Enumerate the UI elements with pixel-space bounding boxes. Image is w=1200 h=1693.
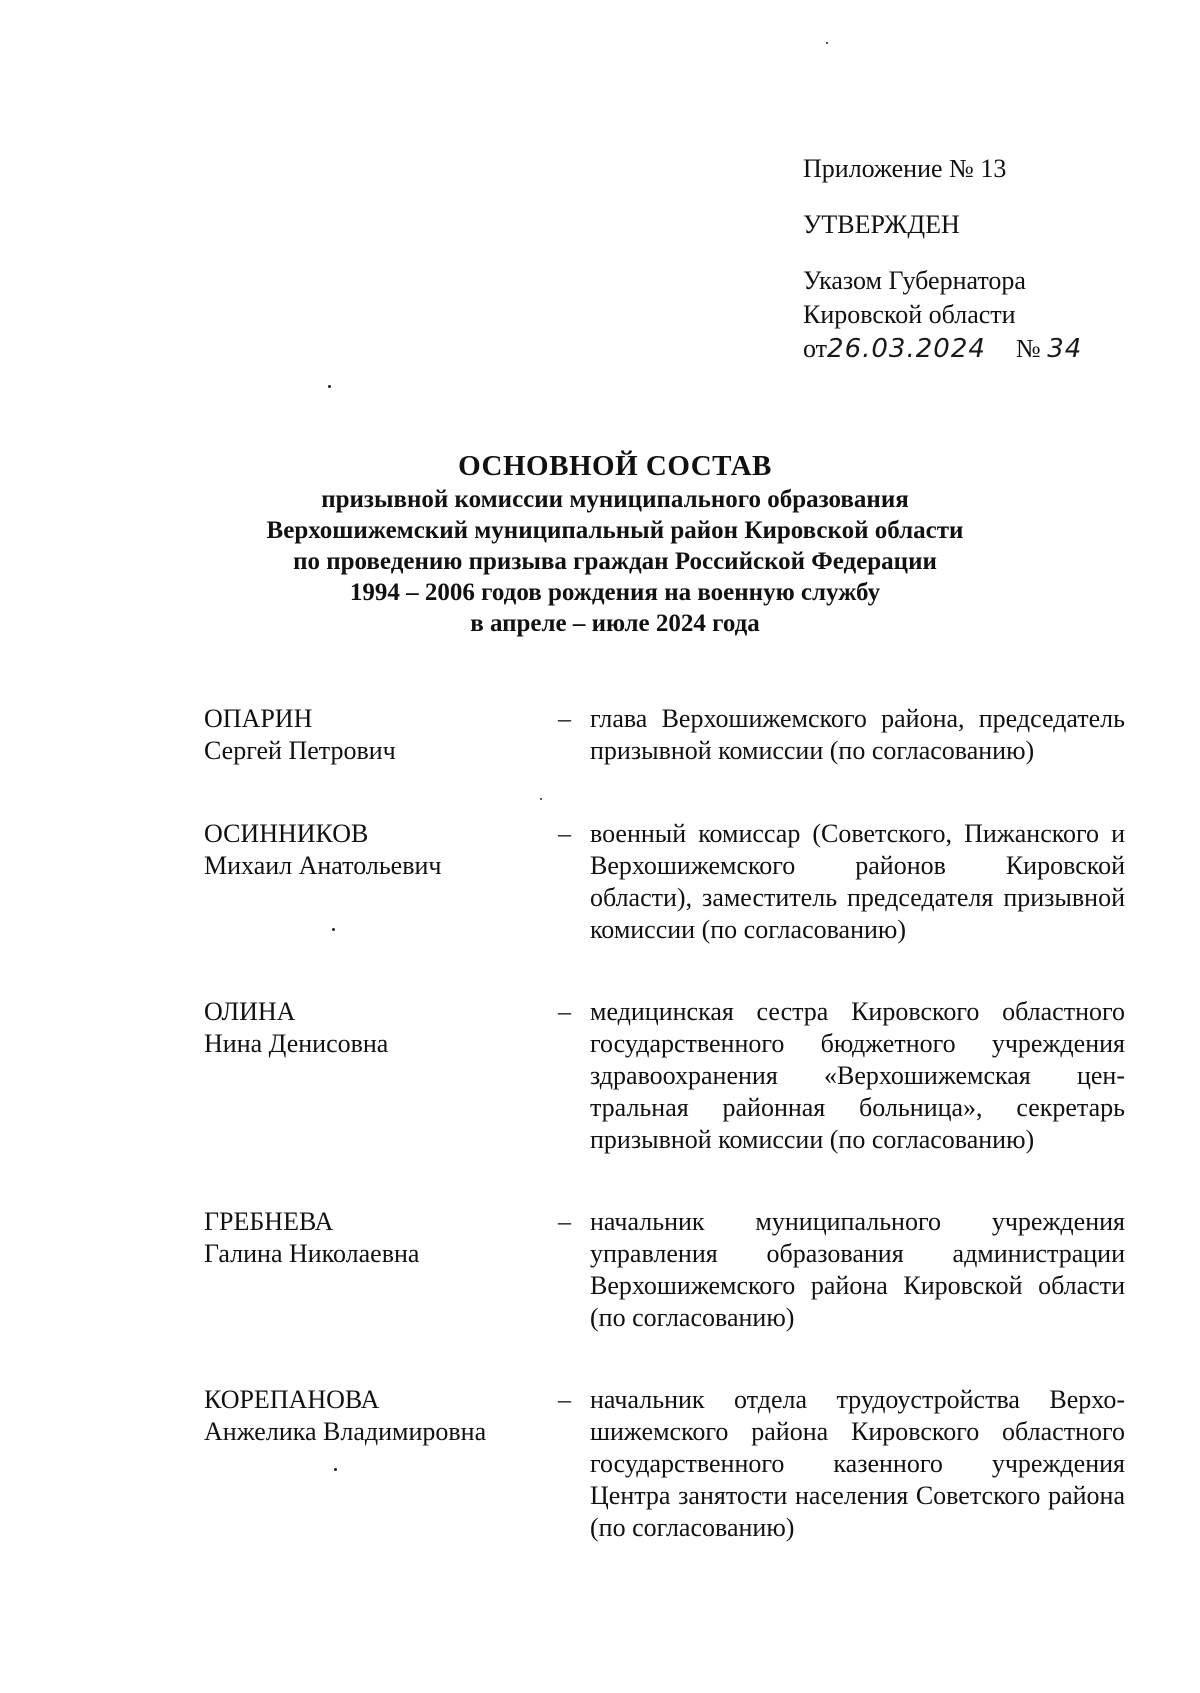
member-name bbox=[204, 996, 558, 1156]
member-entry bbox=[204, 1384, 1124, 1544]
member-role bbox=[558, 703, 1125, 767]
scan-speck bbox=[332, 928, 335, 931]
member-role bbox=[558, 818, 1125, 946]
scan-speck bbox=[540, 798, 542, 800]
member-given-name: Галина Николаевна bbox=[204, 1239, 420, 1268]
member-entry bbox=[204, 703, 1124, 767]
member-role-text: военный комиссар (Советского, Пижанского и Верхошижемского районов Кировской области), заместитель председателя призывной комиссии (по согласованию) bbox=[590, 819, 1125, 944]
title-main: ОСНОВНОЙ СОСТАВ bbox=[458, 450, 772, 482]
scan-speck bbox=[826, 42, 828, 44]
member-given-name: Анжелика Владимировна bbox=[204, 1417, 487, 1446]
decree-date-line bbox=[803, 332, 1143, 366]
dash: – bbox=[558, 997, 571, 1026]
approval-block bbox=[803, 152, 1143, 366]
scan-speck bbox=[334, 1468, 337, 1471]
dash: – bbox=[558, 704, 571, 733]
dash: – bbox=[558, 1207, 571, 1236]
member-role bbox=[558, 1384, 1125, 1544]
member-given-name: Сергей Петрович bbox=[204, 736, 396, 765]
number-prefix: № bbox=[1015, 334, 1041, 363]
member-entry bbox=[204, 1206, 1124, 1334]
title-line: призывной комиссии муниципального образования bbox=[321, 486, 909, 513]
member-name bbox=[204, 818, 558, 946]
date-prefix: от bbox=[803, 334, 828, 363]
dash: – bbox=[558, 819, 571, 848]
title-line: по проведению призыва граждан Российской Федерации bbox=[293, 548, 937, 575]
member-role bbox=[558, 996, 1125, 1156]
title-line: 1994 – 2006 годов рождения на военную службу bbox=[349, 579, 881, 606]
member-given-name: Нина Денисовна bbox=[204, 1029, 389, 1058]
member-surname: ОПАРИН bbox=[204, 704, 313, 733]
member-entry bbox=[204, 818, 1124, 946]
appendix-label: Приложение № 13 bbox=[803, 154, 1007, 183]
handwritten-number: 34 bbox=[1047, 334, 1083, 364]
title-line: в апреле – июле 2024 года bbox=[470, 610, 760, 637]
member-name bbox=[204, 1206, 558, 1334]
member-entry bbox=[204, 996, 1124, 1156]
member-name bbox=[204, 703, 558, 767]
scan-speck bbox=[328, 385, 331, 388]
dash: – bbox=[558, 1385, 571, 1414]
decree-line-1: Указом Губернатора bbox=[803, 266, 1026, 295]
approved-label: УТВЕРЖДЕН bbox=[803, 210, 960, 239]
member-surname: ОСИННИКОВ bbox=[204, 819, 369, 848]
member-surname: ОЛИНА bbox=[204, 997, 296, 1026]
member-name bbox=[204, 1384, 558, 1544]
member-role-text: медицинская сестра Кировского областного государственного бюджетного учреждения здравоохранения «Верхошижемская центральная районная больница», секретарь призывной комиссии (по согласованию) bbox=[590, 997, 1125, 1154]
member-given-name: Михаил Анатольевич bbox=[204, 851, 442, 880]
member-role-text: глава Верхошижемского района, председатель призывной комиссии (по согласованию) bbox=[590, 704, 1125, 765]
document-title bbox=[150, 448, 1080, 639]
title-line: Верхошижемский муниципальный район Кировской области bbox=[266, 517, 964, 544]
member-role-text: начальник отдела трудоустройства Верхошижемского района Кировского областного государственного казенного учреждения Центра занятости населения Советского района (по согласованию) bbox=[590, 1385, 1125, 1542]
decree-line-2: Кировской области bbox=[803, 300, 1016, 329]
member-surname: ГРЕБНЕВА bbox=[204, 1207, 334, 1236]
handwritten-date: 26.03.2024 bbox=[827, 334, 986, 364]
member-role-text: начальник муниципального учреждения управления образования администрации Верхошижемского района Кировской области (по согласованию) bbox=[590, 1207, 1125, 1332]
member-surname: КОРЕПАНОВА bbox=[204, 1385, 380, 1414]
member-role bbox=[558, 1206, 1125, 1334]
members-list bbox=[204, 703, 1124, 1544]
